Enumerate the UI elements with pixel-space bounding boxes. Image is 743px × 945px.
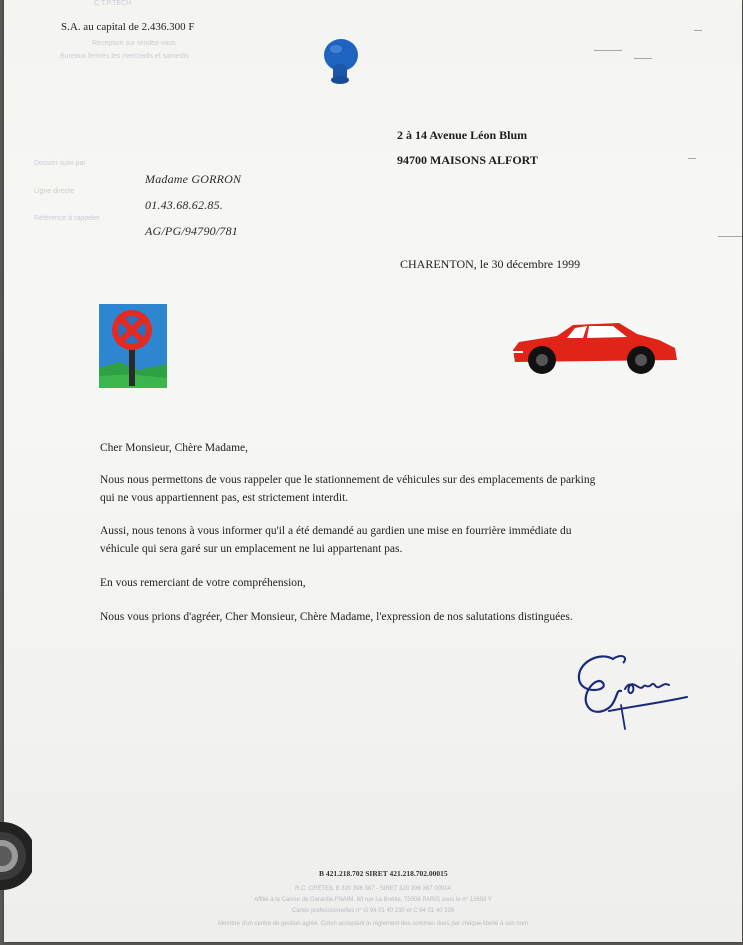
closing-line: Nous vous prions d'agréer, Cher Monsieur, Chère Madame, l'expression de nos salutations distinguées. (100, 611, 573, 623)
letterhead-faint-line: Réception sur rendez-vous (92, 40, 176, 47)
margin-mark (718, 236, 742, 237)
address-city: 94700 MAISONS ALFORT (397, 153, 538, 167)
footer-faint-line: R.C. CRETEIL B 320 396 387 - SIRET 320 396 387 00014 (295, 886, 451, 892)
dateline: CHARENTON, le 30 décembre 1999 (400, 257, 581, 271)
reference-name: Madame GORRON (145, 172, 242, 186)
reference-label: Dossier suivi par (34, 160, 86, 167)
reference-label: Ligne directe (34, 188, 75, 195)
company-registration: B 421.218.702 SIRET 421.218.702.00015 (319, 869, 448, 878)
paragraph-line: Nous nous permettons de vous rappeler que le stationnement de véhicules sur des emplacements de parking (100, 474, 596, 486)
margin-mark (694, 30, 702, 31)
footer-faint-line: Membre d'un centre de gestion agréé. Coton acceptant le règlement des sommes dues par chèque libellé à son nom (218, 921, 528, 927)
letter-page (4, 0, 742, 942)
footer-faint-line: Cartes professionnelles n° G 94 01 40 230 et C 94 01 40 339 (291, 908, 455, 914)
paragraph-line: Aussi, nous tenons à vous informer qu'il a été demandé au gardien une mise en fourrière immédiate du (100, 525, 572, 537)
margin-mark (634, 58, 652, 59)
letter-greeting: Cher Monsieur, Chère Madame, (100, 442, 249, 454)
company-capital: S.A. au capital de 2.436.300 F (61, 21, 195, 33)
push-pin-icon (320, 36, 360, 88)
margin-mark (688, 158, 696, 159)
paragraph-line: En vous remerciant de votre compréhension, (100, 577, 306, 589)
sports-car-icon (509, 318, 681, 380)
reference-code: AG/PG/94790/781 (145, 224, 238, 238)
handwritten-signature (569, 645, 699, 735)
speaker-object (0, 816, 32, 896)
margin-mark (594, 50, 622, 51)
letterhead-faint-top: C.T.P.TECH (94, 0, 132, 7)
footer-faint-line: Affilié à la Caisse de Garantie FNAIM, 89 rue La Boétie, 75008 PARIS sous le n° 12693 Y (254, 897, 492, 903)
address-street: 2 à 14 Avenue Léon Blum (397, 128, 528, 142)
paragraph-line: qui ne vous appartiennent pas, est strictement interdit. (100, 492, 349, 504)
reference-label: Référence à rappeler (34, 215, 100, 222)
letterhead-faint-line: Bureaux fermés les mercredis et samedis (60, 53, 189, 60)
paragraph-line: véhicule qui sera garé sur un emplacement ne lui appartenant pas. (100, 543, 403, 555)
no-parking-sign-icon (99, 304, 167, 388)
reference-phone: 01.43.68.62.85. (145, 198, 223, 212)
